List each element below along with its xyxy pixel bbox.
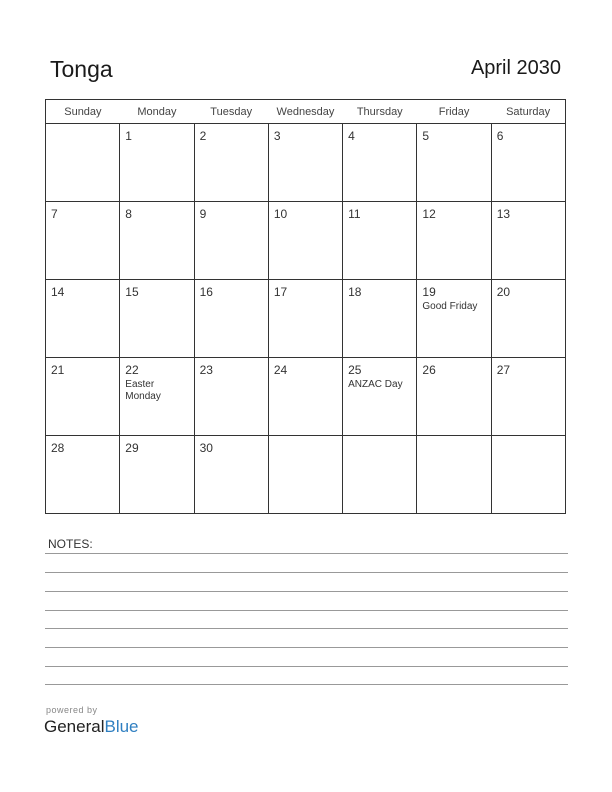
day-number: 29 bbox=[125, 441, 139, 455]
weekday-saturday: Saturday bbox=[491, 100, 565, 124]
day-cell bbox=[268, 280, 342, 358]
brand-logo bbox=[44, 717, 139, 737]
day-number: 14 bbox=[51, 285, 65, 299]
note-line bbox=[45, 647, 568, 648]
day-number: 24 bbox=[273, 363, 288, 377]
day-cell bbox=[120, 124, 194, 202]
day-number: 25 bbox=[348, 363, 362, 377]
day-cell bbox=[120, 280, 194, 358]
day-cell bbox=[194, 280, 268, 358]
day-cell bbox=[417, 358, 491, 436]
day-number: 16 bbox=[199, 285, 213, 299]
day-cell bbox=[417, 280, 491, 358]
week-row bbox=[46, 202, 566, 280]
day-number: 21 bbox=[51, 363, 65, 377]
day-cell bbox=[120, 202, 194, 280]
day-number: 12 bbox=[422, 207, 436, 221]
day-cell bbox=[194, 124, 268, 202]
day-number: 4 bbox=[348, 129, 355, 143]
week-row bbox=[46, 124, 566, 202]
day-cell bbox=[268, 358, 342, 436]
day-cell bbox=[417, 202, 491, 280]
holiday-label: ANZAC Day bbox=[348, 379, 403, 390]
day-number: 1 bbox=[125, 129, 132, 143]
day-number: 26 bbox=[422, 363, 436, 377]
day-cell bbox=[343, 124, 417, 202]
day-cell bbox=[268, 202, 342, 280]
day-number: 8 bbox=[125, 207, 132, 221]
weekday-sunday: Sunday bbox=[46, 100, 120, 124]
day-number: 20 bbox=[496, 285, 511, 299]
day-cell bbox=[268, 124, 342, 202]
weekday-thursday: Thursday bbox=[343, 100, 417, 124]
note-line bbox=[45, 553, 568, 554]
holiday-label: Good Friday bbox=[422, 301, 478, 312]
brand-blue: Blue bbox=[104, 717, 139, 736]
weekday-friday: Friday bbox=[417, 100, 491, 124]
day-number: 30 bbox=[199, 441, 213, 455]
day-cell bbox=[491, 436, 565, 514]
day-cell bbox=[343, 358, 417, 436]
day-number: 2 bbox=[199, 129, 207, 143]
day-number: 15 bbox=[125, 285, 139, 299]
day-number: 19 bbox=[422, 285, 436, 299]
day-number: 7 bbox=[51, 207, 58, 221]
week-row bbox=[46, 358, 566, 436]
day-cell bbox=[46, 358, 120, 436]
day-number: 23 bbox=[199, 363, 213, 377]
day-number: 18 bbox=[348, 285, 362, 299]
day-number: 6 bbox=[496, 129, 504, 143]
day-cell bbox=[417, 124, 491, 202]
powered-by-text: powered by bbox=[46, 705, 98, 715]
day-cell bbox=[417, 436, 491, 514]
day-cell bbox=[46, 202, 120, 280]
day-number: 9 bbox=[199, 207, 207, 221]
day-cell bbox=[120, 436, 194, 514]
weekday-tuesday: Tuesday bbox=[194, 100, 268, 124]
note-line bbox=[45, 572, 568, 573]
day-number: 17 bbox=[273, 285, 288, 299]
day-cell bbox=[46, 280, 120, 358]
month-year-title: April 2030 bbox=[470, 57, 561, 79]
day-cell bbox=[491, 280, 565, 358]
weekday-wednesday: Wednesday bbox=[268, 100, 342, 124]
week-row bbox=[46, 280, 566, 358]
day-cell bbox=[194, 436, 268, 514]
day-number: 13 bbox=[496, 207, 511, 221]
note-line bbox=[45, 610, 568, 611]
day-cell bbox=[46, 124, 120, 202]
calendar-grid bbox=[45, 99, 566, 514]
note-line bbox=[45, 684, 568, 685]
day-cell bbox=[46, 436, 120, 514]
country-title: Tonga bbox=[50, 56, 113, 82]
day-cell bbox=[491, 202, 565, 280]
day-cell bbox=[491, 358, 565, 436]
day-number: 5 bbox=[422, 129, 430, 143]
holiday-label: Easter Monday bbox=[125, 379, 161, 402]
day-cell bbox=[120, 358, 194, 436]
note-line bbox=[45, 591, 568, 592]
day-cell bbox=[268, 436, 342, 514]
day-cell bbox=[194, 202, 268, 280]
week-row bbox=[46, 436, 566, 514]
day-number: 22 bbox=[125, 363, 139, 377]
day-number: 11 bbox=[348, 207, 361, 221]
day-cell bbox=[343, 202, 417, 280]
day-number: 3 bbox=[273, 129, 281, 143]
day-cell bbox=[491, 124, 565, 202]
day-number: 10 bbox=[273, 207, 288, 221]
brand-general: General bbox=[44, 717, 105, 736]
note-line bbox=[45, 666, 568, 667]
day-cell bbox=[343, 436, 417, 514]
notes-label: NOTES: bbox=[48, 537, 93, 551]
day-number: 27 bbox=[496, 363, 511, 377]
note-line bbox=[45, 628, 568, 629]
weekday-header-row bbox=[46, 100, 566, 124]
day-number: 28 bbox=[51, 441, 65, 455]
day-cell bbox=[194, 358, 268, 436]
day-cell bbox=[343, 280, 417, 358]
weekday-monday: Monday bbox=[120, 100, 194, 124]
